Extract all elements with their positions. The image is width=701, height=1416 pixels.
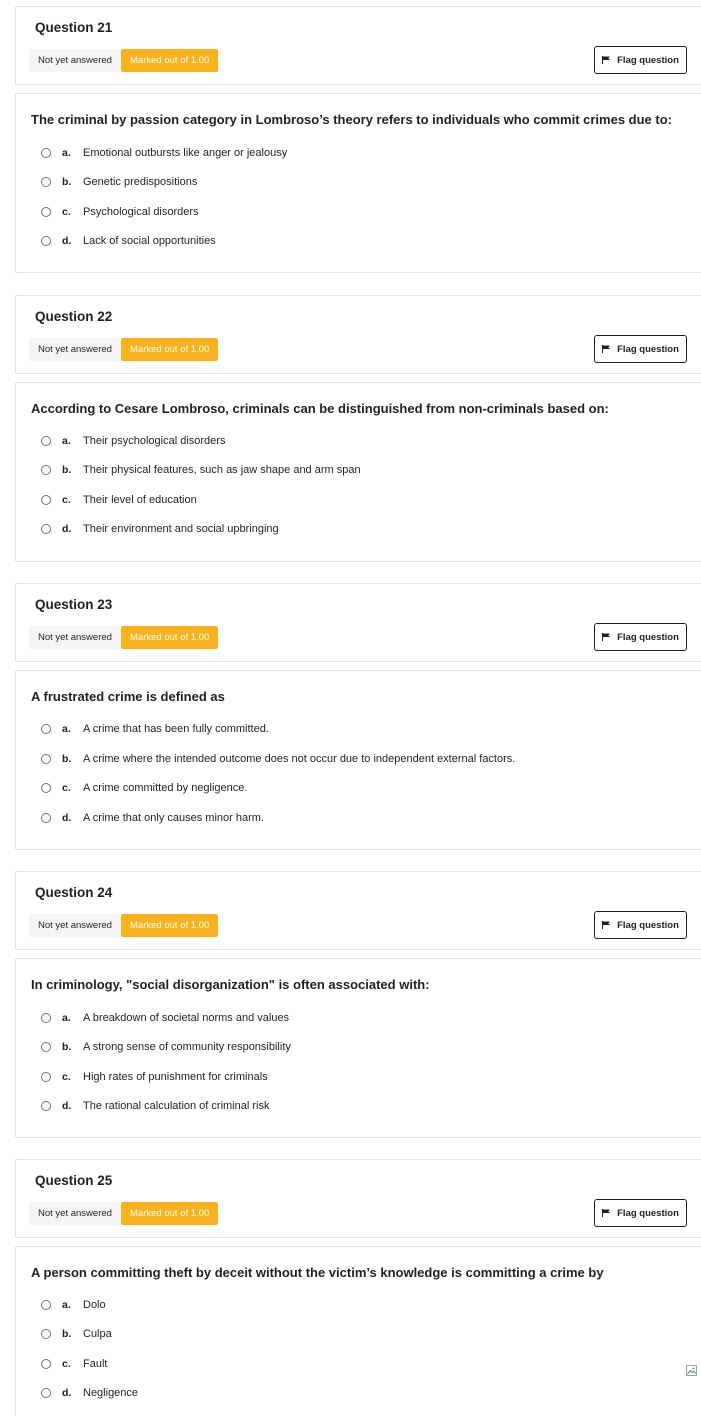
flag-question-button[interactable] <box>594 1199 687 1227</box>
answer-text: Their physical features, such as jaw shape and arm span <box>83 464 361 476</box>
answer-letter: b. <box>62 1328 72 1340</box>
grade-badge: Marked out of 1.00 <box>121 338 218 361</box>
question-21 <box>15 6 701 247</box>
flag-question-label: Flag question <box>617 1207 679 1219</box>
answer-option-c[interactable] <box>41 490 197 510</box>
answer-text: A crime committed by negligence. <box>83 782 248 794</box>
answer-option-d[interactable] <box>41 1383 138 1403</box>
question-text: A person committing theft by deceit without the victim’s knowledge is committing a crime by <box>31 1265 604 1280</box>
question-info <box>15 1159 701 1238</box>
question-number: Question 24 <box>35 885 113 900</box>
answer-letter: a. <box>62 723 71 735</box>
flag-icon <box>602 1209 611 1217</box>
flag-icon <box>602 633 611 641</box>
answer-letter: a. <box>62 1299 71 1311</box>
answer-letter: d. <box>62 1387 72 1399</box>
question-info <box>15 6 701 85</box>
question-content <box>15 670 701 850</box>
radio-button[interactable] <box>41 436 51 446</box>
answer-option-c[interactable] <box>41 1067 268 1087</box>
answer-option-d[interactable] <box>41 519 279 539</box>
radio-button[interactable] <box>41 1101 51 1111</box>
answer-letter: d. <box>62 1100 72 1112</box>
question-content <box>15 93 701 273</box>
question-number: Question 21 <box>35 20 113 35</box>
answer-option-a[interactable] <box>41 719 269 739</box>
answer-option-a[interactable] <box>41 1295 106 1315</box>
answer-text: Their environment and social upbringing <box>83 523 279 535</box>
answer-text: Lack of social opportunities <box>83 235 216 247</box>
answer-text: Fault <box>83 1358 108 1370</box>
radio-button[interactable] <box>41 1329 51 1339</box>
flag-question-button[interactable] <box>594 911 687 939</box>
radio-button[interactable] <box>41 1388 51 1398</box>
answer-text: Emotional outbursts like anger or jealousy <box>83 147 288 159</box>
question-number: Question 23 <box>35 597 113 612</box>
answer-option-d[interactable] <box>41 808 264 828</box>
question-number: Question 25 <box>35 1173 113 1188</box>
grade-badge: Marked out of 1.00 <box>121 49 218 72</box>
grade-badge: Marked out of 1.00 <box>121 1202 218 1225</box>
answer-letter: b. <box>62 464 72 476</box>
answer-option-b[interactable] <box>41 1037 291 1057</box>
answer-text: A crime that has been fully committed. <box>83 723 269 735</box>
radio-button[interactable] <box>41 1072 51 1082</box>
answer-letter: b. <box>62 753 72 765</box>
question-22 <box>15 295 701 535</box>
flag-question-label: Flag question <box>617 343 679 355</box>
answer-text: A crime that only causes minor harm. <box>83 812 264 824</box>
answer-letter: c. <box>62 1071 71 1083</box>
state-badge: Not yet answered <box>29 49 121 72</box>
answer-letter: b. <box>62 1041 72 1053</box>
question-content <box>15 382 701 562</box>
answer-text: Negligence <box>83 1387 139 1399</box>
answer-option-d[interactable] <box>41 231 216 251</box>
flag-icon <box>602 56 611 64</box>
state-badge: Not yet answered <box>29 1202 121 1225</box>
question-25 <box>15 1159 701 1399</box>
answer-letter: b. <box>62 176 72 188</box>
answer-letter: a. <box>62 147 71 159</box>
flag-icon <box>602 921 611 929</box>
answer-text: Their level of education <box>83 494 197 506</box>
state-badge: Not yet answered <box>29 626 121 649</box>
answer-letter: d. <box>62 235 72 247</box>
state-badge: Not yet answered <box>29 914 121 937</box>
radio-button[interactable] <box>41 148 51 158</box>
answer-option-b[interactable] <box>41 172 197 192</box>
grade-badge: Marked out of 1.00 <box>121 626 218 649</box>
answer-text: Culpa <box>83 1328 112 1340</box>
answer-letter: d. <box>62 812 72 824</box>
answer-option-c[interactable] <box>41 778 247 798</box>
answer-option-b[interactable] <box>41 1324 112 1344</box>
question-text: In criminology, "social disorganization" is often associated with: <box>31 977 430 992</box>
answer-option-a[interactable] <box>41 143 287 163</box>
flag-question-label: Flag question <box>617 54 679 66</box>
question-content <box>15 1246 701 1416</box>
answer-letter: c. <box>62 782 71 794</box>
answer-letter: c. <box>62 206 71 218</box>
question-text: A frustrated crime is defined as <box>31 689 225 704</box>
answer-text: A breakdown of societal norms and values <box>83 1012 290 1024</box>
question-info <box>15 583 701 662</box>
radio-button[interactable] <box>41 754 51 764</box>
answer-option-c[interactable] <box>41 202 199 222</box>
answer-text: A strong sense of community responsibility <box>83 1041 291 1053</box>
question-24 <box>15 871 701 1112</box>
radio-button[interactable] <box>41 524 51 534</box>
state-badge: Not yet answered <box>29 338 121 361</box>
radio-button[interactable] <box>41 724 51 734</box>
radio-button[interactable] <box>41 236 51 246</box>
answer-letter: a. <box>62 1012 71 1024</box>
radio-button[interactable] <box>41 1042 51 1052</box>
grade-badge: Marked out of 1.00 <box>121 914 218 937</box>
radio-button[interactable] <box>41 465 51 475</box>
answer-option-c[interactable] <box>41 1354 107 1374</box>
question-text: The criminal by passion category in Lombroso’s theory refers to individuals who commit crimes due to: <box>31 112 672 127</box>
answer-text: A crime where the intended outcome does not occur due to independent external factors. <box>83 753 516 765</box>
answer-letter: c. <box>62 494 71 506</box>
flag-question-button[interactable] <box>594 46 687 74</box>
radio-button[interactable] <box>41 813 51 823</box>
answer-letter: c. <box>62 1358 71 1370</box>
radio-button[interactable] <box>41 1013 51 1023</box>
radio-button[interactable] <box>41 207 51 217</box>
radio-button[interactable] <box>41 1359 51 1369</box>
answer-option-d[interactable] <box>41 1096 269 1116</box>
question-info <box>15 295 701 374</box>
answer-option-a[interactable] <box>41 1008 289 1028</box>
flag-question-label: Flag question <box>617 631 679 643</box>
answer-text: High rates of punishment for criminals <box>83 1071 268 1083</box>
question-23 <box>15 583 701 824</box>
answer-letter: d. <box>62 523 72 535</box>
flag-question-label: Flag question <box>617 919 679 931</box>
radio-button[interactable] <box>41 495 51 505</box>
question-text: According to Cesare Lombroso, criminals can be distinguished from non-criminals based on: <box>31 401 609 416</box>
answer-option-b[interactable] <box>41 460 361 480</box>
answer-option-b[interactable] <box>41 749 515 769</box>
answer-text: Their psychological disorders <box>83 435 226 447</box>
broken-image-icon <box>686 1365 698 1377</box>
radio-button[interactable] <box>41 177 51 187</box>
answer-text: Genetic predispositions <box>83 176 198 188</box>
flag-question-button[interactable] <box>594 623 687 651</box>
question-info <box>15 871 701 950</box>
answer-text: The rational calculation of criminal risk <box>83 1100 270 1112</box>
question-number: Question 22 <box>35 309 113 324</box>
flag-question-button[interactable] <box>594 335 687 363</box>
question-content <box>15 958 701 1138</box>
radio-button[interactable] <box>41 783 51 793</box>
answer-text: Dolo <box>83 1299 106 1311</box>
answer-option-a[interactable] <box>41 431 225 451</box>
answer-text: Psychological disorders <box>83 206 199 218</box>
answer-letter: a. <box>62 435 71 447</box>
radio-button[interactable] <box>41 1300 51 1310</box>
flag-icon <box>602 345 611 353</box>
